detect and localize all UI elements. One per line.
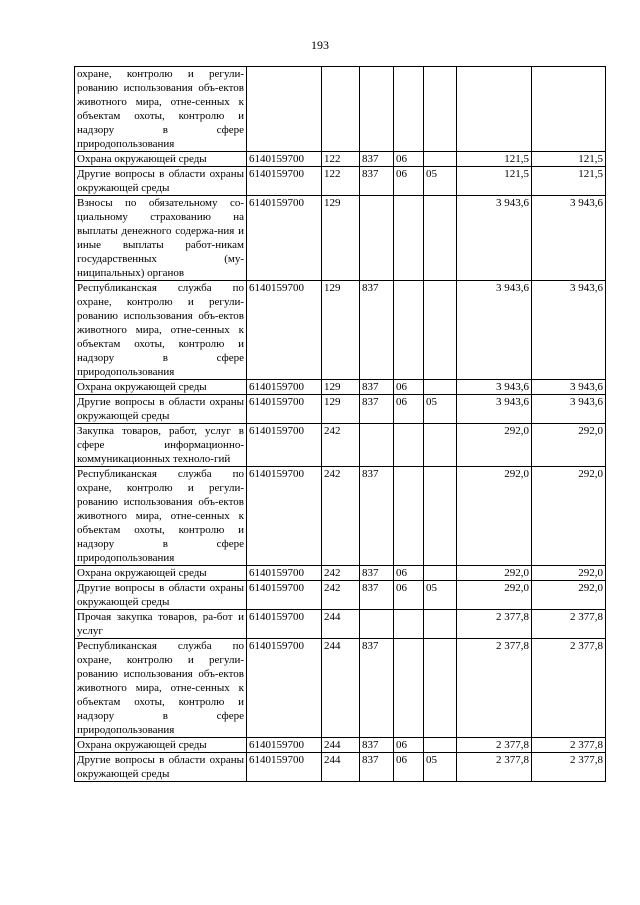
cell-name: Охрана окружающей среды — [75, 738, 247, 753]
table-row — [75, 281, 606, 380]
cell-name: Охрана окружающей среды — [75, 152, 247, 167]
cell-ministry-code — [360, 196, 394, 281]
cell-expense-type: 244 — [322, 753, 360, 782]
cell-expense-type: 129 — [322, 281, 360, 380]
cell-name: Другие вопросы в области охраны окружающей среды — [75, 581, 247, 610]
cell-name: Республиканская служба по охране, контролю и регули-рованию использования объ-ектов животного мира, отне-сенных к объектам охоты, контролю и надзору в сфере природопользования — [75, 467, 247, 566]
cell-section: 06 — [394, 380, 424, 395]
cell-section: 06 — [394, 738, 424, 753]
cell-amount-1: 2 377,8 — [457, 738, 532, 753]
cell-amount-2: 3 943,6 — [532, 196, 606, 281]
cell-name: Другие вопросы в области охраны окружающей среды — [75, 395, 247, 424]
cell-subsection: 05 — [424, 167, 457, 196]
cell-amount-2 — [532, 67, 606, 152]
cell-expense-type: 242 — [322, 566, 360, 581]
table-row — [75, 196, 606, 281]
cell-expense-type: 129 — [322, 196, 360, 281]
table-row — [75, 566, 606, 581]
cell-ministry-code: 837 — [360, 566, 394, 581]
cell-subsection — [424, 424, 457, 467]
cell-section — [394, 196, 424, 281]
cell-ministry-code: 837 — [360, 581, 394, 610]
cell-subsection — [424, 610, 457, 639]
cell-subsection — [424, 281, 457, 380]
cell-target-article: 6140159700 — [247, 753, 322, 782]
cell-subsection — [424, 566, 457, 581]
cell-target-article: 6140159700 — [247, 152, 322, 167]
cell-section — [394, 467, 424, 566]
cell-amount-2: 3 943,6 — [532, 395, 606, 424]
table-row — [75, 753, 606, 782]
cell-expense-type: 242 — [322, 467, 360, 566]
cell-ministry-code: 837 — [360, 738, 394, 753]
cell-target-article: 6140159700 — [247, 566, 322, 581]
cell-amount-2: 292,0 — [532, 424, 606, 467]
cell-subsection: 05 — [424, 581, 457, 610]
cell-amount-1: 292,0 — [457, 424, 532, 467]
cell-expense-type: 129 — [322, 395, 360, 424]
cell-name: Другие вопросы в области охраны окружающей среды — [75, 753, 247, 782]
cell-expense-type: 122 — [322, 152, 360, 167]
cell-ministry-code: 837 — [360, 380, 394, 395]
cell-ministry-code: 837 — [360, 467, 394, 566]
cell-amount-2: 121,5 — [532, 152, 606, 167]
cell-amount-2: 3 943,6 — [532, 281, 606, 380]
table-row — [75, 639, 606, 738]
cell-name: Закупка товаров, работ, услуг в сфере информационно-коммуникационных техноло-гий — [75, 424, 247, 467]
cell-amount-1: 292,0 — [457, 566, 532, 581]
cell-section — [394, 639, 424, 738]
cell-amount-1: 3 943,6 — [457, 395, 532, 424]
cell-ministry-code — [360, 610, 394, 639]
cell-subsection — [424, 380, 457, 395]
cell-ministry-code: 837 — [360, 639, 394, 738]
cell-amount-1: 292,0 — [457, 581, 532, 610]
cell-expense-type: 244 — [322, 639, 360, 738]
cell-subsection — [424, 196, 457, 281]
table-row — [75, 152, 606, 167]
cell-target-article: 6140159700 — [247, 281, 322, 380]
table-row — [75, 467, 606, 566]
cell-target-article: 6140159700 — [247, 196, 322, 281]
cell-section: 06 — [394, 753, 424, 782]
cell-amount-2: 121,5 — [532, 167, 606, 196]
budget-table — [74, 66, 606, 782]
cell-ministry-code — [360, 67, 394, 152]
cell-section: 06 — [394, 581, 424, 610]
table-row — [75, 424, 606, 467]
table-row — [75, 67, 606, 152]
cell-expense-type — [322, 67, 360, 152]
cell-expense-type: 129 — [322, 380, 360, 395]
cell-target-article: 6140159700 — [247, 395, 322, 424]
cell-ministry-code: 837 — [360, 395, 394, 424]
cell-amount-2: 2 377,8 — [532, 753, 606, 782]
cell-amount-2: 2 377,8 — [532, 610, 606, 639]
cell-amount-1: 2 377,8 — [457, 639, 532, 738]
page-number: 193 — [311, 38, 329, 52]
cell-section: 06 — [394, 566, 424, 581]
cell-ministry-code: 837 — [360, 281, 394, 380]
cell-amount-1: 121,5 — [457, 167, 532, 196]
cell-amount-1: 3 943,6 — [457, 380, 532, 395]
cell-amount-1: 3 943,6 — [457, 281, 532, 380]
cell-amount-1: 2 377,8 — [457, 610, 532, 639]
cell-section: 06 — [394, 395, 424, 424]
cell-expense-type: 242 — [322, 581, 360, 610]
cell-name: Охрана окружающей среды — [75, 380, 247, 395]
cell-subsection — [424, 152, 457, 167]
cell-expense-type: 244 — [322, 610, 360, 639]
cell-amount-1: 3 943,6 — [457, 196, 532, 281]
cell-name: охране, контролю и регули-рованию использования объ-ектов животного мира, отне-сенных к объектам охоты, контролю и надзору в сфере природопользования — [75, 67, 247, 152]
cell-section — [394, 610, 424, 639]
cell-target-article: 6140159700 — [247, 424, 322, 467]
cell-subsection — [424, 67, 457, 152]
cell-target-article: 6140159700 — [247, 738, 322, 753]
cell-expense-type: 122 — [322, 167, 360, 196]
cell-amount-1: 2 377,8 — [457, 753, 532, 782]
cell-name: Республиканская служба по охране, контролю и регули-рованию использования объ-ектов животного мира, отне-сенных к объектам охоты, контролю и надзору в сфере природопользования — [75, 281, 247, 380]
table-row — [75, 581, 606, 610]
cell-ministry-code: 837 — [360, 753, 394, 782]
cell-target-article: 6140159700 — [247, 380, 322, 395]
table-row — [75, 610, 606, 639]
table-row — [75, 380, 606, 395]
cell-amount-1: 121,5 — [457, 152, 532, 167]
cell-expense-type: 244 — [322, 738, 360, 753]
cell-ministry-code — [360, 424, 394, 467]
cell-subsection: 05 — [424, 395, 457, 424]
cell-name: Республиканская служба по охране, контролю и регули-рованию использования объ-ектов животного мира, отне-сенных к объектам охоты, контролю и надзору в сфере природопользования — [75, 639, 247, 738]
cell-section — [394, 281, 424, 380]
cell-subsection — [424, 738, 457, 753]
cell-amount-2: 292,0 — [532, 566, 606, 581]
cell-section: 06 — [394, 167, 424, 196]
cell-expense-type: 242 — [322, 424, 360, 467]
cell-section — [394, 424, 424, 467]
cell-section: 06 — [394, 152, 424, 167]
cell-subsection — [424, 467, 457, 566]
cell-name: Другие вопросы в области охраны окружающей среды — [75, 167, 247, 196]
cell-amount-2: 292,0 — [532, 581, 606, 610]
cell-target-article: 6140159700 — [247, 467, 322, 566]
cell-amount-2: 2 377,8 — [532, 738, 606, 753]
table-row — [75, 738, 606, 753]
cell-amount-2: 292,0 — [532, 467, 606, 566]
cell-amount-1 — [457, 67, 532, 152]
table-row — [75, 395, 606, 424]
cell-section — [394, 67, 424, 152]
cell-target-article: 6140159700 — [247, 167, 322, 196]
cell-subsection: 05 — [424, 753, 457, 782]
cell-target-article: 6140159700 — [247, 610, 322, 639]
cell-target-article — [247, 67, 322, 152]
table-body — [75, 67, 606, 782]
cell-ministry-code: 837 — [360, 152, 394, 167]
cell-amount-2: 3 943,6 — [532, 380, 606, 395]
cell-target-article: 6140159700 — [247, 639, 322, 738]
cell-amount-2: 2 377,8 — [532, 639, 606, 738]
cell-ministry-code: 837 — [360, 167, 394, 196]
cell-amount-1: 292,0 — [457, 467, 532, 566]
cell-subsection — [424, 639, 457, 738]
cell-name: Охрана окружающей среды — [75, 566, 247, 581]
cell-target-article: 6140159700 — [247, 581, 322, 610]
cell-name: Взносы по обязательному со-циальному страхованию на выплаты денежного содержа-ния и иные выплаты работ-никам государственных (му-ниципальных) органов — [75, 196, 247, 281]
cell-name: Прочая закупка товаров, ра-бот и услуг — [75, 610, 247, 639]
table-row — [75, 167, 606, 196]
